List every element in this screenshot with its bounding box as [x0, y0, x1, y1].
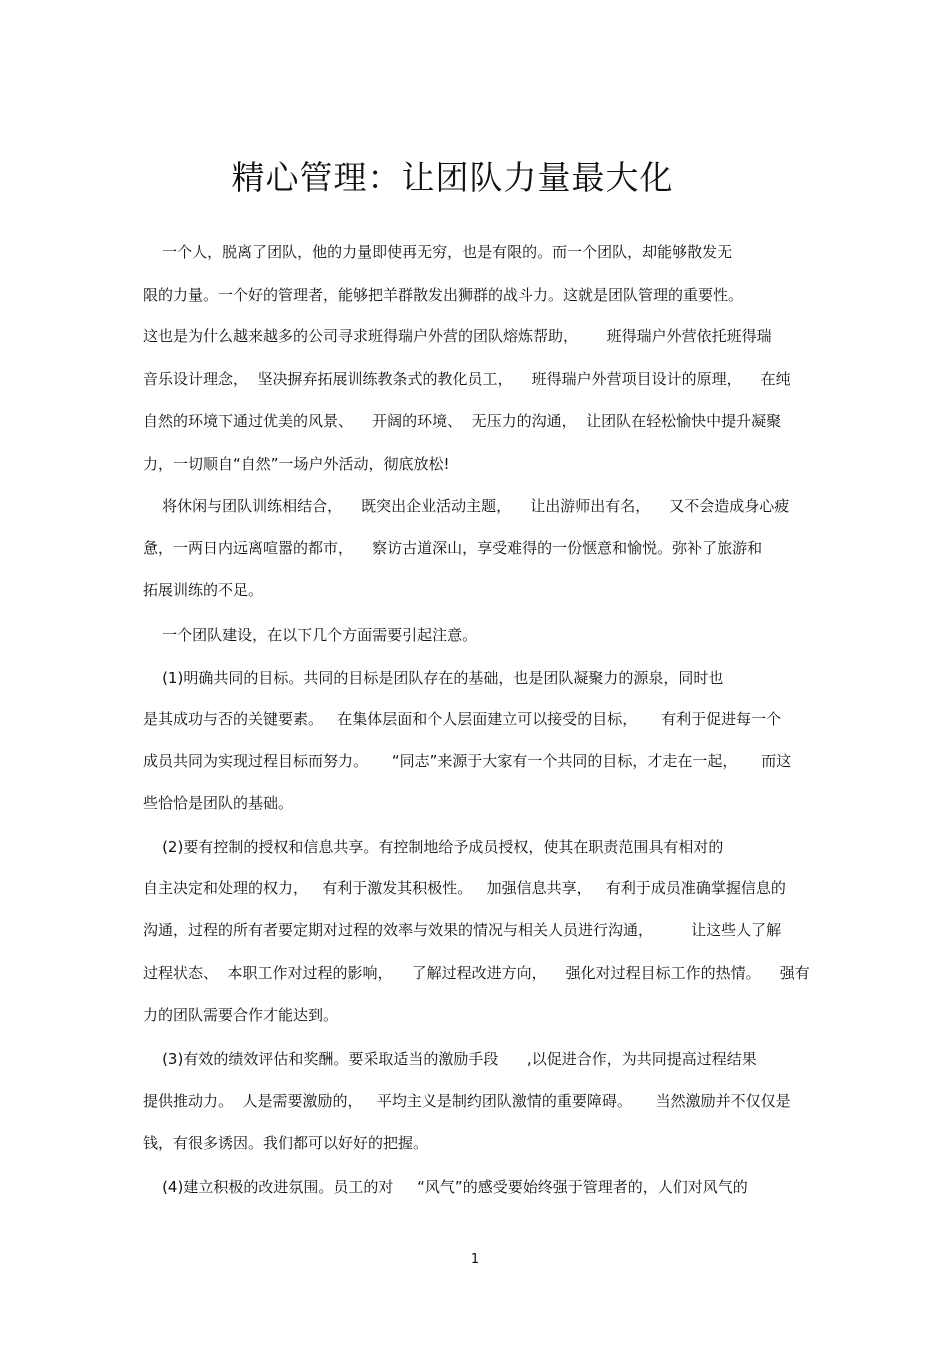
- body-line: 自然的环境下通过优美的风景、 开阔的环境、 无压力的沟通， 让团队在轻松愉快中提升凝聚: [143, 412, 782, 430]
- body-line: 沟通，过程的所有者要定期对过程的效率与效果的情况与相关人员进行沟通， 让这些人了解: [143, 921, 782, 939]
- body-line: 些恰恰是团队的基础。: [143, 794, 294, 812]
- body-line: 这也是为什么越来越多的公司寻求班得瑞户外营的团队熔炼帮助， 班得瑞户外营依托班得瑞: [143, 327, 772, 345]
- body-line: 钱，有很多诱因。我们都可以好好的把握。: [143, 1134, 429, 1152]
- body-line: 一个人，脱离了团队，他的力量即使再无穷，也是有限的。而一个团队，却能够散发无: [143, 243, 733, 261]
- body-line: 限的力量。一个好的管理者，能够把羊群散发出狮群的战斗力。这就是团队管理的重要性。: [143, 286, 744, 304]
- body-line: 提供推动力。 人是需要激励的， 平均主义是制约团队激情的重要障碍。 当然激励并不仅仅是: [143, 1092, 791, 1110]
- body-line: (2)要有控制的授权和信息共享。有控制地给予成员授权，使其在职责范围具有相对的: [143, 838, 724, 856]
- body-line: 音乐设计理念， 坚决摒弃拓展训练教条式的教化员工， 班得瑞户外营项目设计的原理， 在纯: [143, 370, 791, 388]
- document-title: 精心管理：让团队力量最大化: [231, 158, 674, 197]
- body-line: 拓展训练的不足。: [143, 581, 264, 599]
- body-line: 将休闲与团队训练相结合， 既突出企业活动主题， 让出游师出有名， 又不会造成身心疲: [143, 497, 790, 515]
- body-line: 力的团队需要合作才能达到。: [143, 1006, 339, 1024]
- body-line: (3)有效的绩效评估和奖酬。要采取适当的激励手段 ,以促进合作，为共同提高过程结果: [143, 1050, 757, 1068]
- body-line: 过程状态、 本职工作对过程的影响， 了解过程改进方向， 强化对过程目标工作的热情。 强有: [143, 964, 810, 982]
- body-line: 惫，一两日内远离喧嚣的都市， 察访古道深山，享受难得的一份惬意和愉悦。弥补了旅游和: [143, 539, 763, 557]
- body-line: (1)明确共同的目标。共同的目标是团队存在的基础，也是团队凝聚力的源泉，同时也: [143, 669, 724, 687]
- body-line: (4)建立积极的改进氛围。员工的对 “风气”的感受要始终强于管理者的，人们对风气的: [143, 1178, 748, 1196]
- body-line: 是其成功与否的关键要素。 在集体层面和个人层面建立可以接受的目标， 有利于促进每一个: [143, 710, 782, 728]
- body-line: 力，一切顺自“自然”一场户外活动，彻底放松!: [143, 455, 450, 473]
- body-line: 一个团队建设，在以下几个方面需要引起注意。: [143, 626, 478, 644]
- body-line: 自主决定和处理的权力， 有利于激发其积极性。 加强信息共享， 有利于成员准确掌握信息的: [143, 879, 786, 897]
- body-line: 成员共同为实现过程目标而努力。 “同志”来源于大家有一个共同的目标，才走在一起， 而这: [143, 752, 792, 770]
- page-number: 1: [470, 1252, 480, 1267]
